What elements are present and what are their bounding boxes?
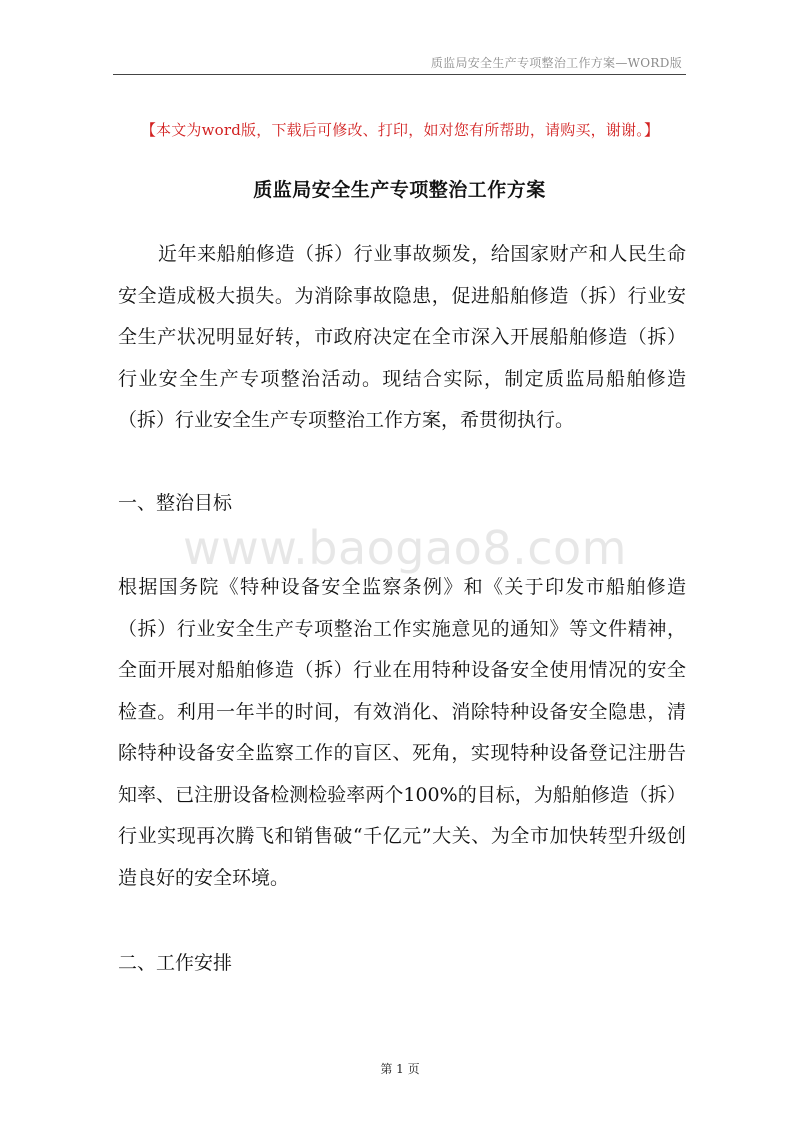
page-number: 第 1 页 [380, 1062, 420, 1076]
document-title: 质监局安全生产专项整治工作方案 [253, 179, 546, 201]
section-heading-goals: 一、整治目标 [118, 492, 233, 514]
section-heading-arrangement: 二、工作安排 [118, 952, 233, 974]
goals-paragraph: 根据国务院《特种设备安全监察条例》和《关于印发市船舶修造（拆）行业安全生产专项整治工作实施意见的通知》等文件精神，全面开展对船舶修造（拆）行业在用特种设备安全使用情况的安全检查。利用一年半的时间，有效消化、消除特种设备安全隐患，清除特种设备安全监察工作的盲区、死角，实现特种设备登记注册告知率、已注册设备检测检验率两个100%的目标，为船舶修造（拆）行业实现再次腾飞和销售破“千亿元”大关、为全市加快转型升级创造良好的安全环境。 [118, 576, 686, 889]
purchase-notice: 【本文为word版，下载后可修改、打印，如对您有所帮助，请购买，谢谢。】 [140, 121, 660, 139]
header-divider [113, 74, 686, 75]
intro-paragraph: 近年来船舶修造（拆）行业事故频发，给国家财产和人民生命安全造成极大损失。为消除事故隐患，促进船舶修造（拆）行业安全生产状况明显好转，市政府决定在全市深入开展船舶修造（拆）行业安全生产专项整治活动。现结合实际，制定质监局船舶修造（拆）行业安全生产专项整治工作方案，希贯彻执行。 [118, 243, 686, 431]
running-header: 质监局安全生产专项整治工作方案—WORD版 [430, 56, 682, 70]
site-watermark: www.baogao8.com [183, 521, 627, 575]
